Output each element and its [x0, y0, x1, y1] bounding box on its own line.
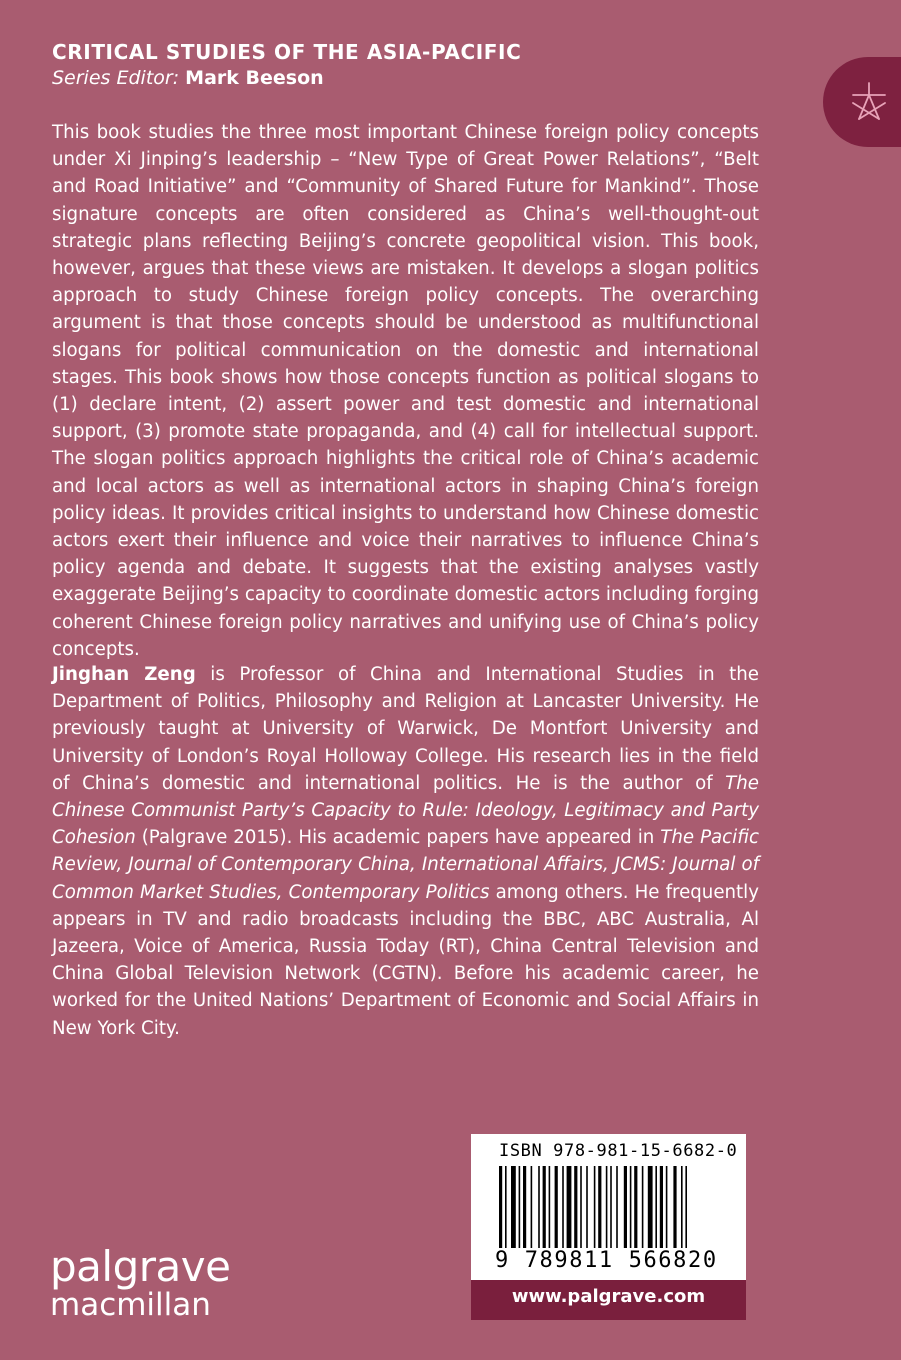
isbn-barcode-box [471, 1134, 746, 1320]
author-bio [52, 661, 759, 1042]
book-title: The Chinese Communist Party’s Capacity to Rule: Ideology, Legitimacy and Party Cohesion [52, 772, 759, 849]
publisher-url: www.palgrave.com [471, 1280, 746, 1320]
palgrave-badge [823, 57, 901, 147]
series-editor [52, 67, 324, 89]
series-title: CRITICAL STUDIES OF THE ASIA-PACIFIC [52, 40, 522, 64]
journal-list: The Pacific Review, Journal of Contemporary China, International Affairs, JCMS: Journal of Common Market Studies, Contemporary Politics [52, 827, 759, 903]
publisher-logo-line1: palgrave [50, 1242, 231, 1291]
publisher-logo-line2: macmillan [50, 1287, 211, 1323]
bio-text-1: is Professor of China and International Studies in the Department of Politics, Philosophy and Religion at Lancaster University. He previously taught at University of Warwick, De Montfort University and University of London’s Royal Holloway College. His research lies in the field of China’s domestic and international politics. He is the author of [52, 664, 759, 794]
palgrave-asterisk-icon [845, 79, 893, 127]
author-name: Jinghan Zeng [52, 664, 196, 685]
series-editor-name: Mark Beeson [185, 67, 324, 89]
isbn-label: ISBN 978-981-15-6682-0 [499, 1141, 738, 1161]
bio-text-2: (Palgrave 2015). His academic papers have appeared in [135, 827, 661, 849]
ean-digits: 9 789811 566820 [495, 1248, 718, 1273]
publisher-logo [50, 1242, 231, 1323]
book-description: This book studies the three most important Chinese foreign policy concepts under Xi Jinping’s leadership – “New Type of Great Power Relations”, “Belt and Road Initiative” and “Community of Shared Future for Mankind”. Those signature concepts are often considered as China’s well-thought-out strategic plans reflecting Beijing’s concrete geopolitical vision. This book, however, argues that these views are mistaken. It develops a slogan politics approach to study Chinese foreign policy concepts. The overarching argument is that those concepts should be understood as multifunctional slogans for political communication on the domestic and international stages. This book shows how those concepts function as political slogans to (1) declare intent, (2) assert power and test domestic and international support, (3) promote state propaganda, and (4) call for intellectual support. The slogan politics approach highlights the critical role of China’s academic and local actors as well as international actors in shaping China’s foreign policy ideas. It provides critical insights to understand how Chinese domestic actors exert their influence and voice their narratives to influence China’s policy agenda and debate. It suggests that the existing analyses vastly exaggerate Beijing’s capacity to coordinate domestic actors including forging coherent Chinese foreign policy narratives and unifying use of China’s policy concepts. [52, 122, 759, 660]
bio-text-3: among others. He frequently appears in TV and radio broadcasts including the BBC, ABC Australia, Al Jazeera, Voice of America, Russia Today (RT), China Central Television and China Global Television Network (CGTN). Before his academic career, he worked for the United Nations’ Department of Economic and Social Affairs in New York City. [52, 881, 760, 1039]
series-editor-label: Series Editor: [52, 67, 180, 89]
